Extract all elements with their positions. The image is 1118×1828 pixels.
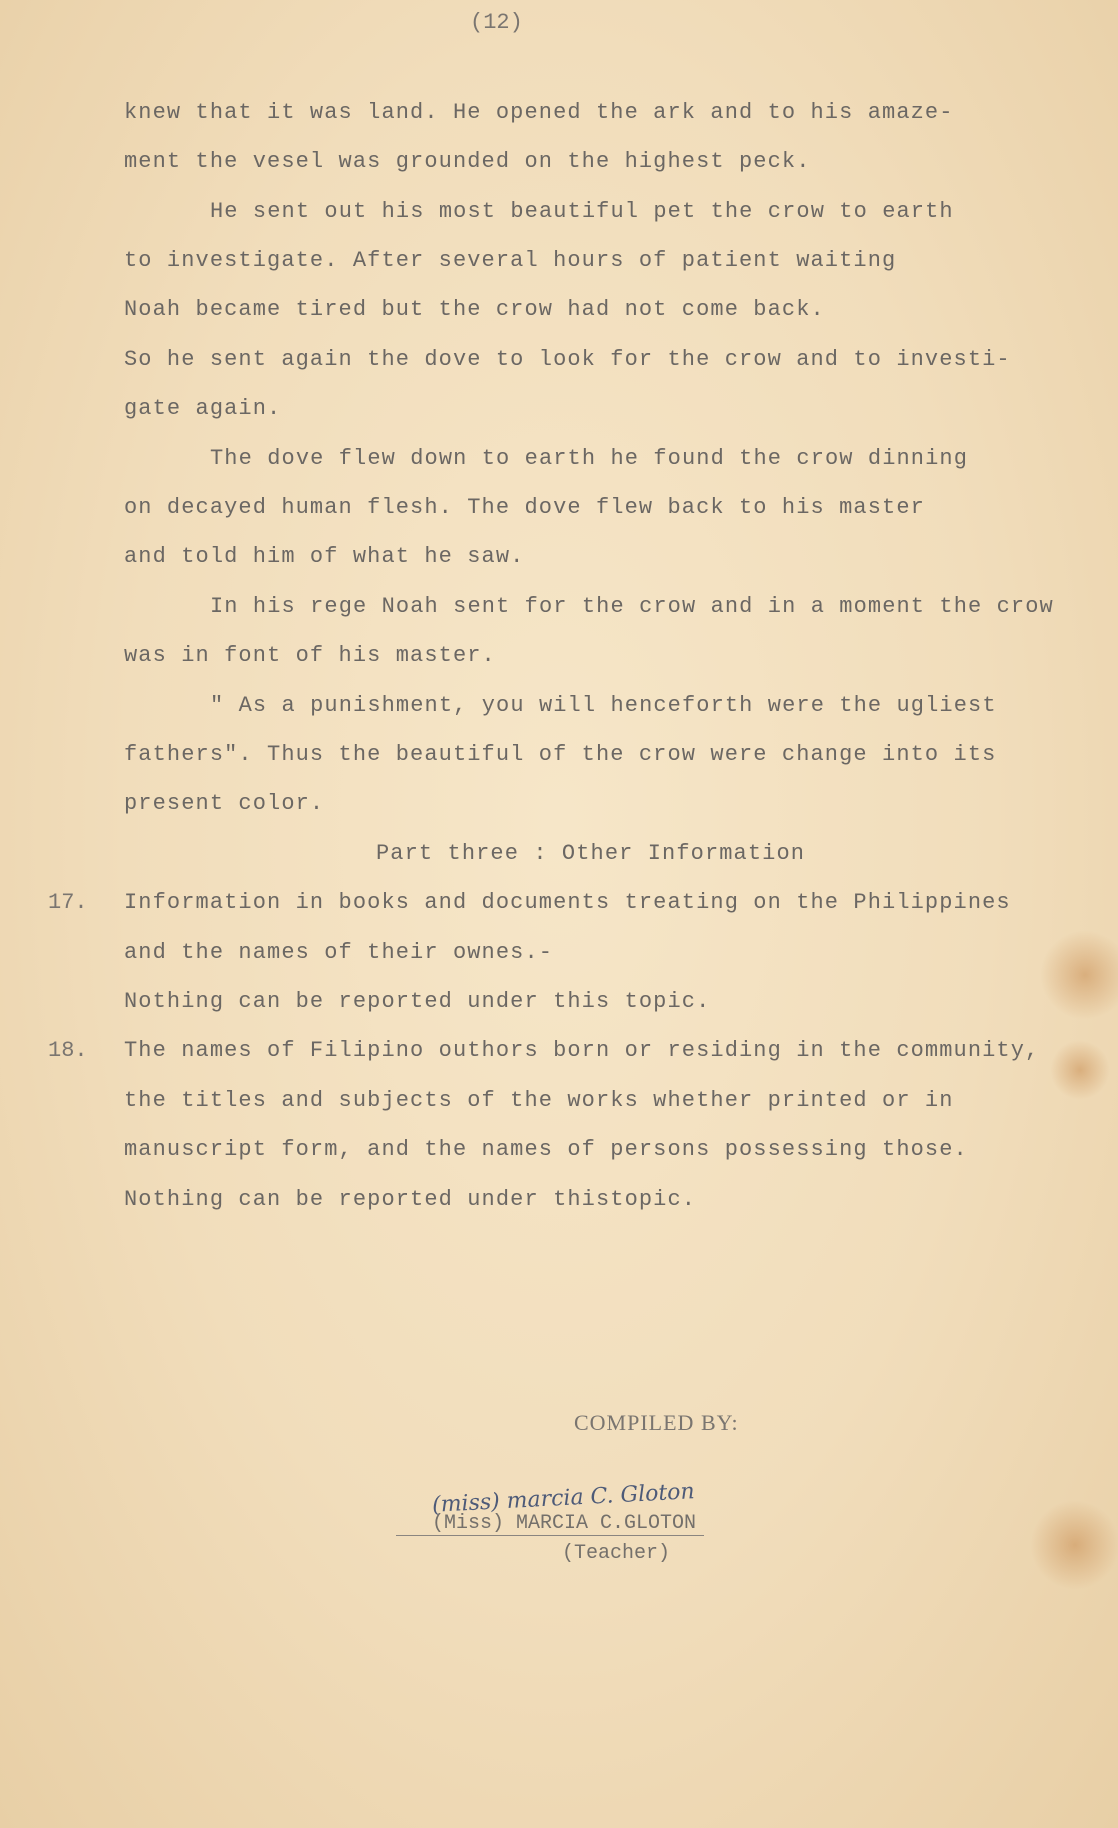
text-line: to investigate. After several hours of patient waiting [124, 248, 897, 273]
text-line: Nothing can be reported under this topic. [124, 989, 711, 1014]
text-line: and the names of their ownes.- [124, 940, 554, 965]
section-heading: Part three : Other Information [376, 841, 806, 866]
handwritten-signature: (miss) marcia C. Gloton [431, 1479, 696, 1518]
text-line: present color. [124, 791, 325, 816]
text-line: Information in books and documents treating on the Philippines [124, 890, 1011, 915]
text-line: So he sent again the dove to look for the crow and to investi- [124, 347, 1011, 372]
typed-name: (Miss) MARCIA C.GLOTON [396, 1512, 704, 1536]
text-line: ment the vesel was grounded on the highest peck. [124, 149, 811, 174]
page-number: (12) [470, 10, 523, 35]
text-line: " As a punishment, you will henceforth were the ugliest [210, 693, 997, 718]
text-line: was in font of his master. [124, 643, 496, 668]
text-line: manuscript form, and the names of persons possessing those. [124, 1137, 968, 1162]
text-line: He sent out his most beautiful pet the crow to earth [210, 199, 954, 224]
item-number: 17. [48, 890, 88, 915]
text-line: In his rege Noah sent for the crow and in a moment the crow [210, 594, 1054, 619]
text-line: knew that it was land. He opened the ark and to his amaze- [124, 100, 954, 125]
text-line: The names of Filipino outhors born or residing in the community, [124, 1038, 1040, 1063]
text-line: Noah became tired but the crow had not come back. [124, 297, 825, 322]
text-line: gate again. [124, 396, 282, 421]
compiled-by-label: COMPILED BY: [574, 1410, 739, 1435]
item-number: 18. [48, 1038, 88, 1063]
text-line: and told him of what he saw. [124, 544, 525, 569]
text-line: the titles and subjects of the works whether printed or in [124, 1088, 954, 1113]
text-line: Nothing can be reported under thistopic. [124, 1187, 697, 1212]
text-line: on decayed human flesh. The dove flew back to his master [124, 495, 925, 520]
role-label: (Teacher) [562, 1542, 671, 1565]
text-line: The dove flew down to earth he found the crow dinning [210, 446, 969, 471]
text-line: fathers". Thus the beautiful of the crow were change into its [124, 742, 997, 767]
